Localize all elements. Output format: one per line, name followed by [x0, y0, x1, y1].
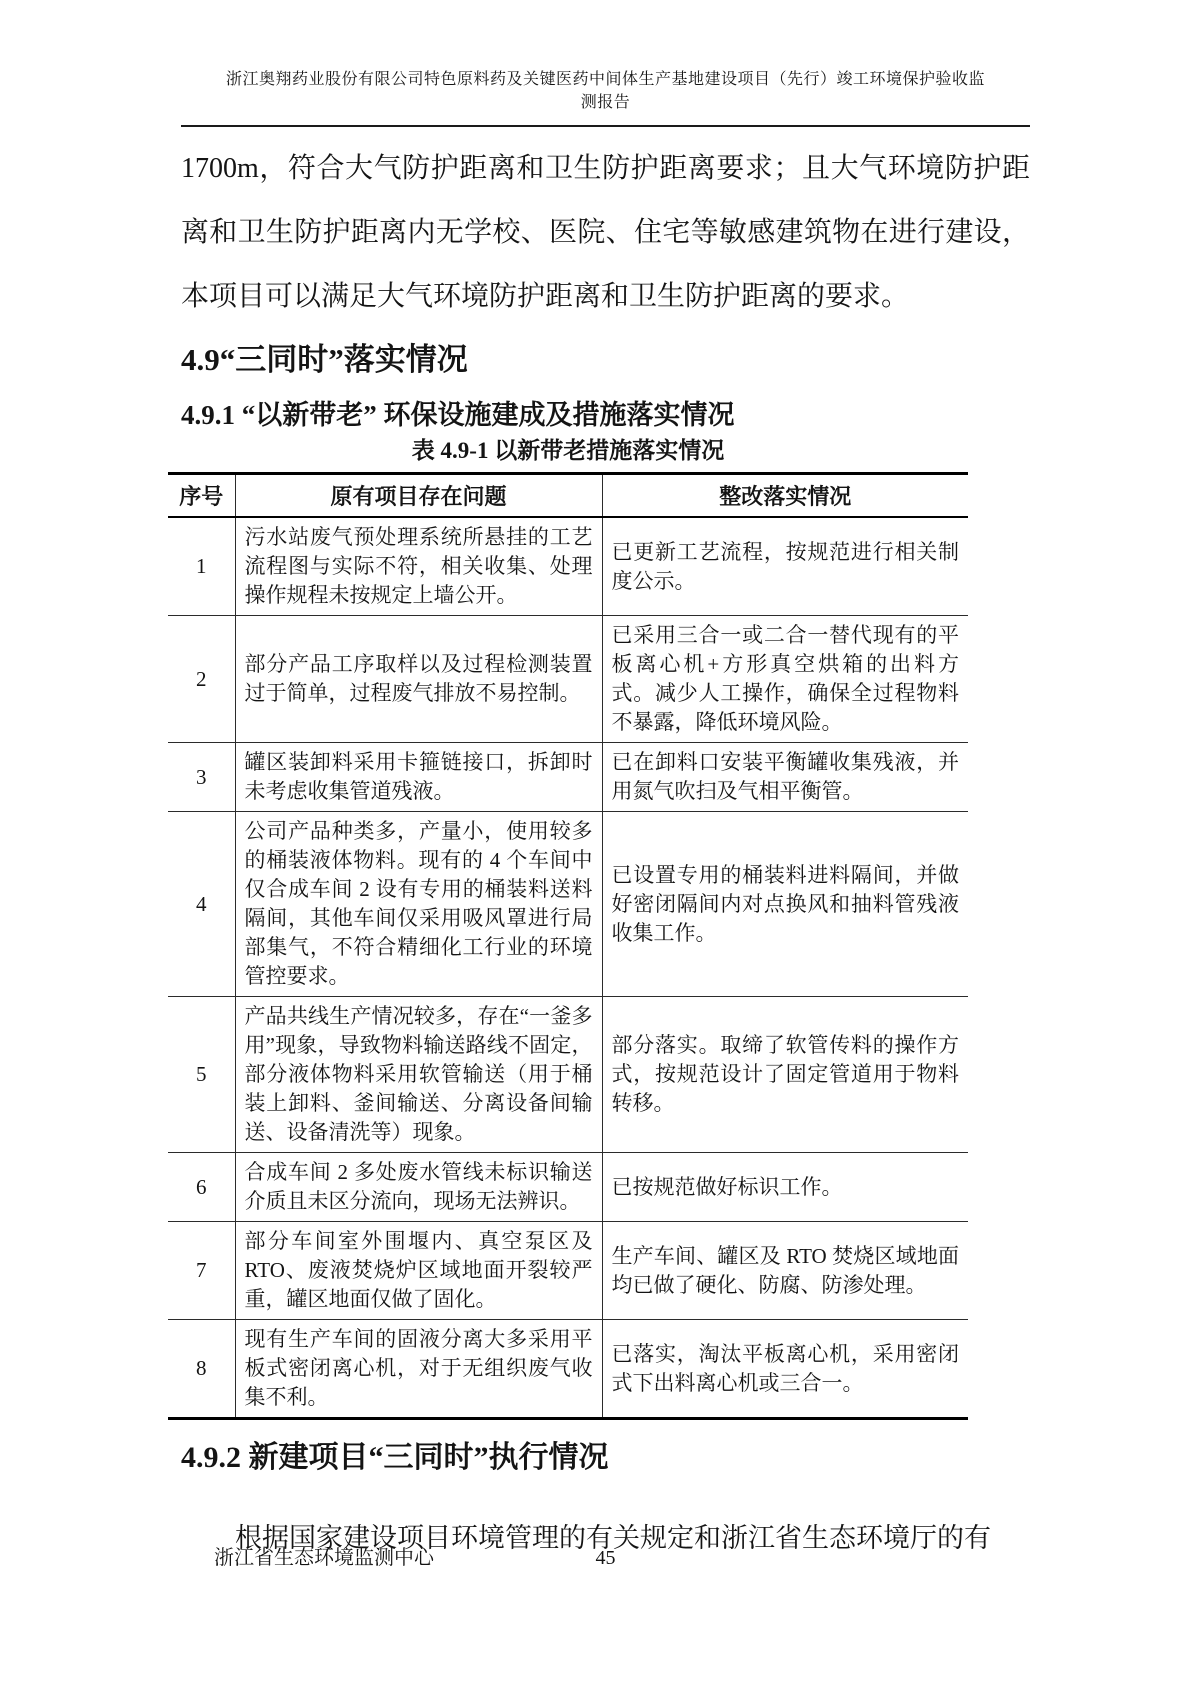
resolution-cell: 已按规范做好标识工作。: [602, 1153, 968, 1222]
table-row: [168, 1153, 968, 1222]
row-number-cell: 4: [168, 812, 235, 997]
section-title-4-9: 4.9“三同时”落实情况: [181, 342, 468, 377]
report-header: [181, 68, 1030, 127]
problem-cell: 合成车间 2 多处废水管线未标识输送介质且未区分流向，现场无法辨识。: [235, 1153, 602, 1222]
report-header-line1: 浙江奥翔药业股份有限公司特色原料药及关键医药中间体生产基地建设项目（先行）竣工环境保护验收监: [225, 71, 985, 88]
row-number-cell: 7: [168, 1222, 235, 1320]
resolution-cell: 已更新工艺流程，按规范进行相关制度公示。: [602, 517, 968, 616]
footer-org: 浙江省生态环境监测中心: [214, 1547, 434, 1569]
page-number: 45: [595, 1547, 616, 1569]
table-header-row: [168, 474, 968, 518]
measures-table: [168, 472, 968, 1420]
table-row: [168, 1222, 968, 1320]
column-header-problem: 原有项目存在问题: [235, 474, 602, 518]
problem-cell: 公司产品种类多，产量小，使用较多的桶装液体物料。现有的 4 个车间中仅合成车间 2 设有专用的桶装料送料隔间，其他车间仅采用吸风罩进行局部集气，不符合精细化工行业的环境管控要求。: [235, 812, 602, 997]
table-caption: 表 4.9-1 以新带老措施落实情况: [411, 438, 725, 463]
problem-cell: 现有生产车间的固液分离大多采用平板式密闭离心机，对于无组织废气收集不利。: [235, 1320, 602, 1419]
resolution-cell: 已采用三合一或二合一替代现有的平板离心机+方形真空烘箱的出料方式。减少人工操作，确保全过程物料不暴露，降低环境风险。: [602, 616, 968, 743]
table-row: [168, 1320, 968, 1419]
resolution-cell: 已在卸料口安装平衡罐收集残液，并用氮气吹扫及气相平衡管。: [602, 743, 968, 812]
row-number-cell: 1: [196, 554, 207, 578]
table-row: [168, 517, 968, 616]
table-row: [168, 743, 968, 812]
column-header-resolution: 整改落实情况: [602, 474, 968, 518]
intro-paragraph: 1700m，符合大气防护距离和卫生防护距离要求；且大气环境防护距离和卫生防护距离内无学校、医院、住宅等敏感建筑物在进行建设，本项目可以满足大气环境防护距离和卫生防护距离的要求。: [181, 153, 1030, 312]
column-header-index: 序号: [168, 474, 235, 518]
section-title-4-9-2: 4.9.2 新建项目“三同时”执行情况: [181, 1441, 609, 1474]
row-number-cell: 2: [168, 616, 235, 743]
measures-table-wrap: [168, 436, 968, 1420]
table-row: [168, 997, 968, 1153]
closing-paragraph: 根据国家建设项目环境管理的有关规定和浙江省生态环境厅的有: [235, 1523, 991, 1553]
problem-cell: 部分车间室外围堰内、真空泵区及 RTO、废液焚烧炉区域地面开裂较严重，罐区地面仅做了固化。: [235, 1222, 602, 1320]
resolution-cell: 已设置专用的桶装料进料隔间，并做好密闭隔间内对点换风和抽料管残液收集工作。: [602, 812, 968, 997]
section-title-4-9-1: 4.9.1 “以新带老” 环保设施建成及措施落实情况: [181, 400, 735, 430]
problem-cell: 罐区装卸料采用卡箍链接口，拆卸时未考虑收集管道残液。: [235, 743, 602, 812]
resolution-cell: 部分落实。取缔了软管传料的操作方式，按规范设计了固定管道用于物料转移。: [602, 997, 968, 1153]
row-number-cell: 5: [168, 997, 235, 1153]
table-row: [168, 616, 968, 743]
resolution-cell: 已落实，淘汰平板离心机，采用密闭式下出料离心机或三合一。: [602, 1320, 968, 1419]
resolution-cell: 生产车间、罐区及 RTO 焚烧区域地面均已做了硬化、防腐、防渗处理。: [602, 1222, 968, 1320]
problem-cell: 污水站废气预处理系统所悬挂的工艺流程图与实际不符，相关收集、处理操作规程未按规定上墙公开。: [235, 517, 602, 616]
row-number-cell: 8: [168, 1320, 235, 1419]
row-number-cell: 3: [168, 743, 235, 812]
page-footer: [0, 1543, 1190, 1573]
table-row: [168, 812, 968, 997]
row-number-cell: 6: [168, 1153, 235, 1222]
problem-cell: 产品共线生产情况较多，存在“一釜多用”现象，导致物料输送路线不固定，部分液体物料采用软管输送（用于桶装上卸料、釜间输送、分离设备间输送、设备清洗等）现象。: [235, 997, 602, 1153]
problem-cell: 部分产品工序取样以及过程检测装置过于简单，过程废气排放不易控制。: [235, 616, 602, 743]
report-header-line2: 测报告: [580, 94, 631, 111]
